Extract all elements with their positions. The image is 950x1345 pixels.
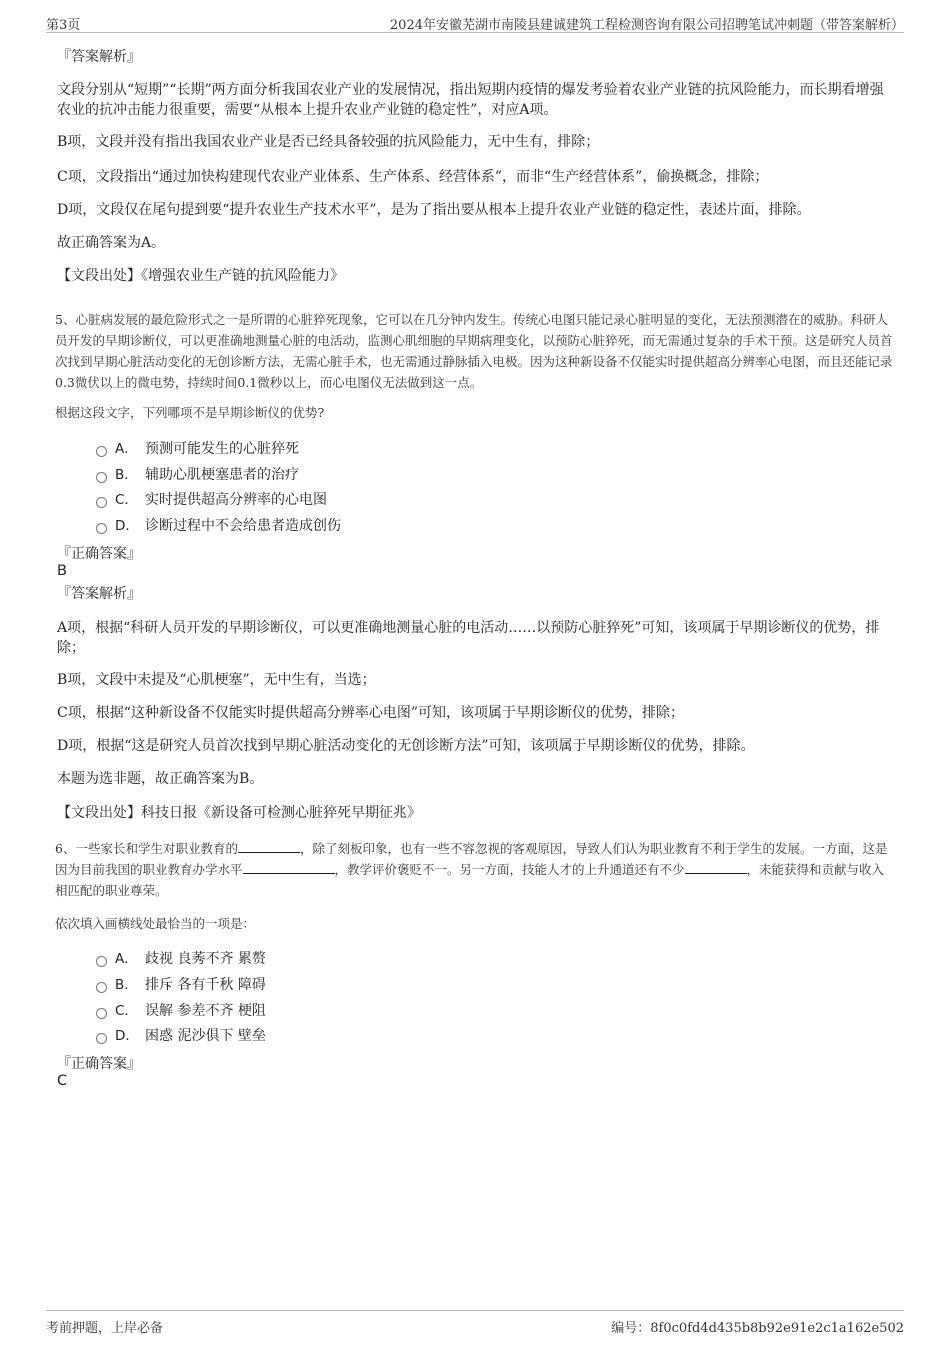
option-text: 误解 参差不齐 梗阻 <box>145 1003 266 1019</box>
option-text: 辅助心肌梗塞患者的治疗 <box>145 467 299 483</box>
q5-answer-label: 『正确答案』 <box>57 546 141 562</box>
option-letter: C． <box>115 492 138 508</box>
q6-option-d[interactable] <box>96 1026 266 1046</box>
option-text: 诊断过程中不会给患者造成创伤 <box>145 518 341 534</box>
radio-icon[interactable] <box>96 1033 107 1044</box>
q6-stem <box>55 838 895 901</box>
radio-icon[interactable] <box>96 956 107 967</box>
q4-analysis-p4: D项，文段仅在尾句提到要“提升农业生产技术水平”，是为了指出要从根本上提升农业产业链的稳定性，表述片面，排除。 <box>57 202 811 218</box>
q4-analysis-p5: 故正确答案为A。 <box>57 235 166 251</box>
option-letter: D． <box>115 518 139 534</box>
q5-analysis-label: 『答案解析』 <box>57 586 141 602</box>
document-title: 2024年安徽芜湖市南陵县建诚建筑工程检测咨询有限公司招聘笔试冲刺题（带答案解析） <box>389 18 904 33</box>
footer-slogan: 考前押题，上岸必备 <box>46 1321 164 1336</box>
page-footer <box>46 1310 904 1335</box>
q6-answer: C <box>57 1073 68 1089</box>
radio-icon[interactable] <box>96 1008 107 1019</box>
q5-option-c[interactable] <box>96 490 327 510</box>
q5-answer: B <box>57 563 67 579</box>
q5-analysis-p1: A项，根据“科研人员开发的早期诊断仪，可以更准确地测量心脏的电活动……以预防心脏猝死”可知，该项属于早期诊断仪的优势，排除； <box>57 620 880 656</box>
q5-analysis-p5: 本题为选非题，故正确答案为B。 <box>57 771 264 787</box>
q6-stem-part1: 6、一些家长和学生对职业教育的 <box>55 841 238 856</box>
q4-analysis-label: 『答案解析』 <box>57 49 141 65</box>
option-letter: B． <box>115 977 138 993</box>
q6-question: 依次填入画横线处最恰当的一项是： <box>55 916 256 931</box>
q5-analysis-p3: C项，根据“这种新设备不仅能实时提供超高分辨率心电图”可知，该项属于早期诊断仪的优势，排除； <box>57 705 685 721</box>
option-letter: A． <box>115 441 138 457</box>
q6-option-b[interactable] <box>96 975 266 995</box>
option-text: 实时提供超高分辨率的心电图 <box>145 492 327 508</box>
q5-analysis-p4: D项，根据“这是研究人员首次找到早期心脏活动变化的无创诊断方法”可知，该项属于早期诊断仪的优势，排除。 <box>57 738 755 754</box>
option-letter: B． <box>115 467 138 483</box>
q5-source: 【文段出处】科技日报《新设备可检测心脏猝死早期征兆》 <box>57 805 421 821</box>
q6-option-c[interactable] <box>96 1001 266 1021</box>
q5-option-a[interactable] <box>96 439 299 459</box>
q5-analysis-p2: B项，文段中未提及“心肌梗塞”，无中生有，当选； <box>57 672 376 688</box>
q6-stem-part4: ，未能获得和贡献与收入相匹配的职业尊荣。 <box>55 862 885 898</box>
page-number: 第3页 <box>46 18 81 33</box>
q5-option-d[interactable] <box>96 516 341 536</box>
blank-2 <box>243 861 335 874</box>
radio-icon[interactable] <box>96 472 107 483</box>
q4-source: 【文段出处】《增强农业生产链的抗风险能力》 <box>57 268 344 284</box>
q4-analysis-p1: 文段分别从“短期”“长期”两方面分析我国农业产业的发展情况，指出短期内疫情的爆发考验着农业产业链的抗风险能力，而长期看增强农业的抗冲击能力很重要，需要“从根本上提升农业产业链的稳定性”，对应A项。 <box>57 82 884 118</box>
page-header <box>46 12 904 33</box>
radio-icon[interactable] <box>96 982 107 993</box>
option-text: 排斥 各有千秋 障碍 <box>145 977 266 993</box>
q5-stem: 5、心脏病发展的最危险形式之一是所谓的心脏猝死现象，它可以在几分钟内发生。传统心电图只能记录心脏明显的变化，无法预测潜在的威胁。科研人员开发的早期诊断仪，可以更准确地测量心脏的电活动，监测心肌细胞的早期病理变化，以预防心脏猝死，而无需通过复杂的手术干预。这是研究人员首次找到早期心脏活动变化的无创诊断方法，无需心脏手术，也无需通过静脉插入电极。因为这种新设备不仅能实时提供超高分辨率心电图，而且还能记录0.3微伏以上的微电势，持续时间0.1微秒以上，而心电图仪无法做到这一点。 <box>55 312 893 390</box>
footer-serial: 编号：8f0c0fd4d435b8b92e91e2c1a162e502 <box>611 1321 904 1336</box>
q6-stem-part2: ，除了刻板印象，也有一些不容忽视的客观原因，导致人们认为职业教育不利于学生的发展。一方面，这是因为目前我国的职业教育办学水平 <box>55 841 888 877</box>
option-letter: A． <box>115 951 138 967</box>
option-text: 歧视 良莠不齐 累赘 <box>145 951 266 967</box>
blank-1 <box>238 840 300 853</box>
option-text: 困惑 泥沙俱下 壁垒 <box>145 1028 266 1044</box>
q6-option-a[interactable] <box>96 949 266 969</box>
q4-analysis-p3: C项，文段指出“通过加快构建现代农业产业体系、生产体系、经营体系”，而非“生产经营体系”，偷换概念，排除； <box>57 169 769 185</box>
radio-icon[interactable] <box>96 446 107 457</box>
q6-stem-part3: ，教学评价褒贬不一。另一方面，技能人才的上升通道还有不少 <box>334 862 685 877</box>
option-letter: C． <box>115 1003 138 1019</box>
radio-icon[interactable] <box>96 497 107 508</box>
q4-analysis-p2: B项，文段并没有指出我国农业产业是否已经具备较强的抗风险能力，无中生有，排除； <box>57 134 600 150</box>
q6-answer-label: 『正确答案』 <box>57 1056 141 1072</box>
q5-question: 根据这段文字，下列哪项不是早期诊断仪的优势? <box>55 405 325 420</box>
option-letter: D． <box>115 1028 139 1044</box>
blank-3 <box>685 861 747 874</box>
radio-icon[interactable] <box>96 523 107 534</box>
q5-option-b[interactable] <box>96 465 299 485</box>
option-text: 预测可能发生的心脏猝死 <box>145 441 299 457</box>
